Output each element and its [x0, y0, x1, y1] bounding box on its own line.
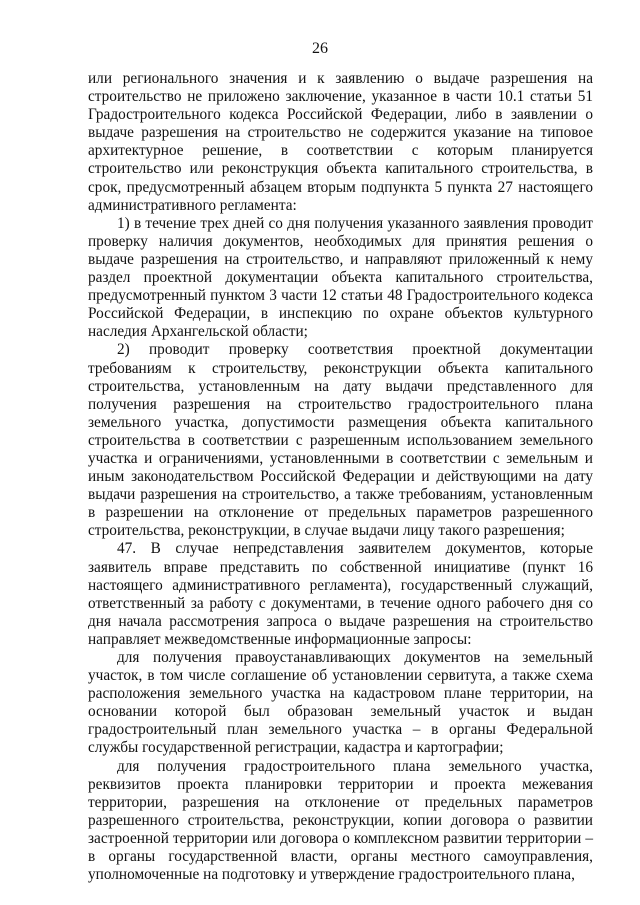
- paragraph: или регионального значения и к заявлению о выдаче разрешения на строительство не приложено заключение, указанное в части 10.1 статьи 51 Градостроительного кодекса Российской Федерации, либо в заявлении о выдаче разрешения на строительство не содержится указание на типовое архитектурное решение, в соответствии с которым планируется строительство или реконструкция объекта капитального строительства, в срок, предусмотренный абзацем вторым подпункта 5 пункта 27 настоящего административного регламента:: [88, 70, 593, 214]
- page-number: 26: [312, 40, 328, 57]
- document-body: [88, 70, 593, 884]
- paragraph: 1) в течение трех дней со дня получения указанного заявления проводит проверку наличия документов, необходимых для принятия решения о выдаче разрешения на строительство, и направляют приложенный к нему раздел проектной документации объекта капитального строительства, предусмотренный пунктом 3 части 12 статьи 48 Градостроительного кодекса Российской Федерации, в инспекцию по охране объектов культурного наследия Архангельской области;: [88, 214, 593, 341]
- paragraph: 47. В случае непредставления заявителем документов, которые заявитель вправе представить по собственной инициативе (пункт 16 настоящего административного регламента), государственный служащий, ответственный за работу с документами, в течение одного рабочего дня со дня начала рассмотрения запроса о выдаче разрешения на строительство направляет межведомственные информационные запросы:: [88, 540, 593, 648]
- paragraph: 2) проводит проверку соответствия проектной документации требованиям к строительству, реконструкции объекта капитального строительства, установленным на дату выдачи представленного для получения разрешения на строительство градостроительного плана земельного участка, допустимости размещения объекта капитального строительства в соответствии с разрешенным использованием земельного участка и ограничениями, установленными в соответствии с земельным и иным законодательством Российской Федерации и действующими на дату выдачи разрешения на строительство, а также требованиям, установленным в разрешении на отклонение от предельных параметров разрешенного строительства, реконструкции, в случае выдачи лицу такого разрешения;: [88, 341, 593, 540]
- paragraph: для получения градостроительного плана земельного участка, реквизитов проекта планировки территории и проекта межевания территории, разрешения на отклонение от предельных параметров разрешенного строительства, реконструкции, копии договора о развитии застроенной территории или договора о комплексном развитии территории – в органы государственной власти, органы местного самоуправления, уполномоченные на подготовку и утверждение градостроительного плана,: [88, 757, 593, 884]
- paragraph: для получения правоустанавливающих документов на земельный участок, в том числе соглашение об установлении сервитута, а также схема расположения земельного участка на кадастровом плане территории, на основании которой был образован земельный участок и выдан градостроительный план земельного участка – в органы Федеральной службы государственной регистрации, кадастра и картографии;: [88, 649, 593, 757]
